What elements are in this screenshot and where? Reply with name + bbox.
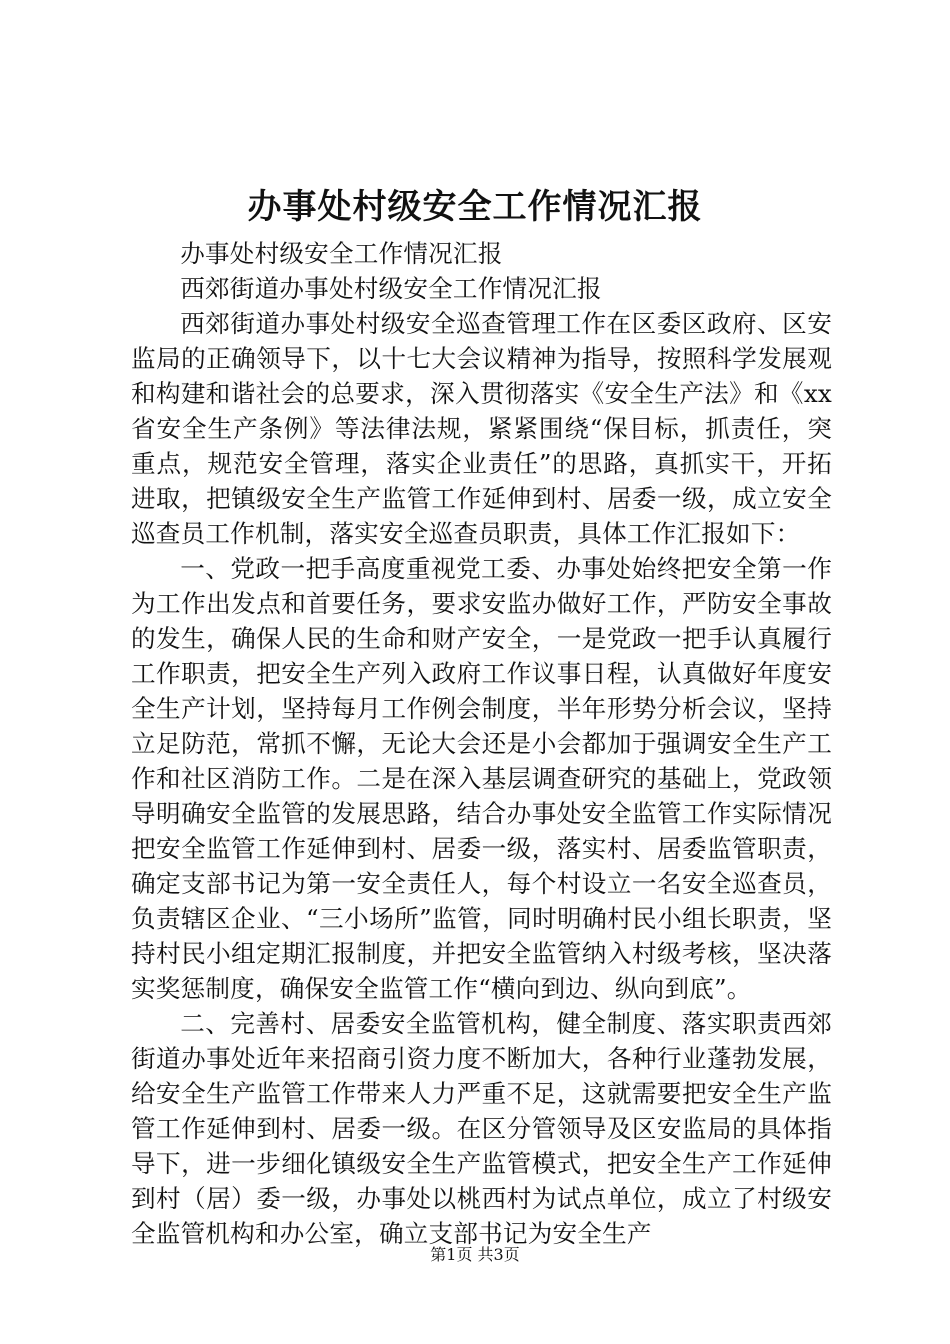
- document-title: 办事处村级安全工作情况汇报: [247, 187, 703, 227]
- paragraph-section-two: 二、完善村、居委安全监管机构，健全制度、落实职责西郊街道办事处近年来招商引资力度不断加大，各种行业蓬勃发展，给安全生产监管工作带来人力严重不足，这就需要把安全生产监管工作延伸到村、居委一级。在区分管领导及区安监局的具体指导下，进一步细化镇级安全生产监管模式，把安全生产工作延伸到村（居）委一级，办事处以桃西村为试点单位，成立了村级安全监管机构和办公室，确立支部书记为安全生产: [131, 1009, 832, 1248]
- document-body: [131, 236, 832, 1251]
- page-footer: 第1页 共3页: [430, 1245, 520, 1264]
- paragraph-subtitle: 西郊街道办事处村级安全工作情况汇报: [180, 274, 602, 303]
- paragraph-intro: 西郊街道办事处村级安全巡查管理工作在区委区政府、区安监局的正确领导下，以十七大会议精神为指导，按照科学发展观和构建和谐社会的总要求，深入贯彻落实《安全生产法》和《xx省安全生产条例》等法律法规，紧紧围绕“保目标，抓责任，突重点，规范安全管理，落实企业责任”的思路，真抓实干，开拓进取，把镇级安全生产监管工作延伸到村、居委一级，成立安全巡查员工作机制，落实安全巡查员职责，具体工作汇报如下：: [131, 309, 832, 548]
- paragraph-section-one: 一、党政一把手高度重视党工委、办事处始终把安全第一作为工作出发点和首要任务，要求安监办做好工作，严防安全事故的发生，确保人民的生命和财产安全，一是党政一把手认真履行工作职责，把安全生产列入政府工作议事日程，认真做好年度安全生产计划，坚持每月工作例会制度，半年形势分析会议，坚持立足防范，常抓不懈，无论大会还是小会都加于强调安全生产工作和社区消防工作。二是在深入基层调查研究的基础上，党政领导明确安全监管的发展思路，结合办事处安全监管工作实际情况把安全监管工作延伸到村、居委一级，落实村、居委监管职责，确定支部书记为第一安全责任人，每个村设立一名安全巡查员，负责辖区企业、“三小场所”监管，同时明确村民小组长职责，坚持村民小组定期汇报制度，并把安全监管纳入村级考核，坚决落实奖惩制度，确保安全监管工作“横向到边、纵向到底”。: [131, 554, 832, 1003]
- paragraph-heading-repeat: 办事处村级安全工作情况汇报: [180, 239, 503, 268]
